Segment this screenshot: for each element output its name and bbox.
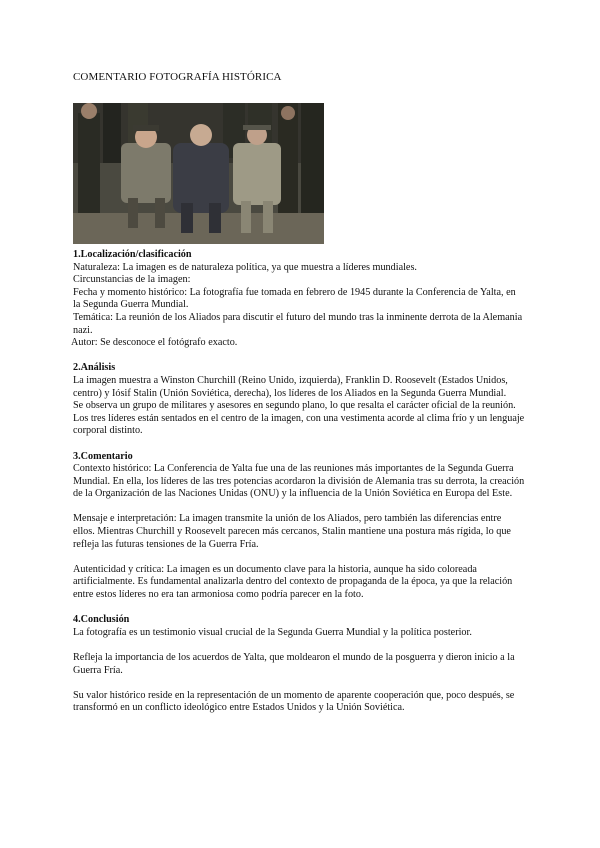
paragraph-autor: Autor: Se desconoce el fotógrafo exacto. — [71, 337, 238, 349]
paragraph-conclusion-2: Refleja la importancia de los acuerdos de Yalta, que moldearon el mundo de la posguerra y dieron inicio a la Guerra Fría. — [73, 652, 515, 676]
paragraph-analisis-1: La imagen muestra a Winston Churchill (Reino Unido, izquierda), Franklin D. Roosevelt (Estados Unidos, centro) y Iósif Stalin (Unión Soviética, derecha), los líderes de los Aliados en la Segunda Guerra Mundial. — [73, 374, 508, 399]
paragraph-analisis-2: Se observa un grupo de militares y asesores en segundo plano, lo que resalta el carácter oficial de la reunión. — [73, 400, 516, 412]
paragraph-circunstancias: Circunstancias de la imagen: — [73, 274, 191, 286]
document-title: COMENTARIO FOTOGRAFÍA HISTÓRICA — [73, 71, 282, 83]
section-heading-conclusion: 4.Conclusión — [73, 614, 130, 626]
paragraph-naturaleza: Naturaleza: La imagen es de naturaleza política, ya que muestra a líderes mundiales. — [73, 261, 417, 273]
document-body — [73, 249, 525, 715]
section-heading-analisis: 2.Análisis — [73, 362, 116, 374]
paragraph-fecha: Fecha y momento histórico: La fotografía fue tomada en febrero de 1945 durante la Conferencia de Yalta, en la Segunda Guerra Mundial. — [73, 286, 516, 311]
section-heading-comentario: 3.Comentario — [73, 450, 133, 462]
paragraph-analisis-3: Los tres líderes están sentados en el centro de la imagen, con una vestimenta acorde al clima frío y un lenguaje corporal distinto. — [73, 412, 525, 437]
paragraph-tematica: Temática: La reunión de los Aliados para discutir el futuro del mundo tras la inminente derrota de la Alemania nazi. — [73, 311, 523, 336]
historical-photo-image — [73, 103, 324, 244]
historical-photo — [73, 103, 324, 244]
paragraph-mensaje: Mensaje e interpretación: La imagen transmite la unión de los Aliados, pero también las diferencias entre ellos. Mientras Churchill y Roosevelt parecen más cercanos, Stalin mantiene una postura más rígida, lo que refleja las futuras tensiones de la Guerra Fría. — [73, 513, 511, 550]
section-heading-localizacion: 1.Localización/clasificación — [73, 249, 192, 260]
paragraph-conclusion-1: La fotografía es un testimonio visual crucial de la Segunda Guerra Mundial y la política posterior. — [73, 626, 472, 638]
paragraph-autenticidad: Autenticidad y crítica: La imagen es un documento clave para la historia, aunque ha sido coloreada artificialmente. Es fundamental analizarla dentro del contexto de propaganda de la época, ya que la relación entre estos líderes no era tan armoniosa como podría parecer en la foto. — [73, 563, 513, 601]
paragraph-conclusion-3: Su valor histórico reside en la representación de un momento de aparente cooperación que, poco después, se transformó en un conflicto ideológico entre Estados Unidos y la Unión Soviética. — [73, 689, 515, 714]
paragraph-contexto: Contexto histórico: La Conferencia de Yalta fue una de las reuniones más importantes de la Segunda Guerra Mundial. En ella, los líderes de las tres potencias acordaron la división de Alemania tras su derrota, la creación de la Organización de las Naciones Unidas (ONU) y la influencia de la Unión Soviética en Europa del Este. — [73, 463, 525, 500]
